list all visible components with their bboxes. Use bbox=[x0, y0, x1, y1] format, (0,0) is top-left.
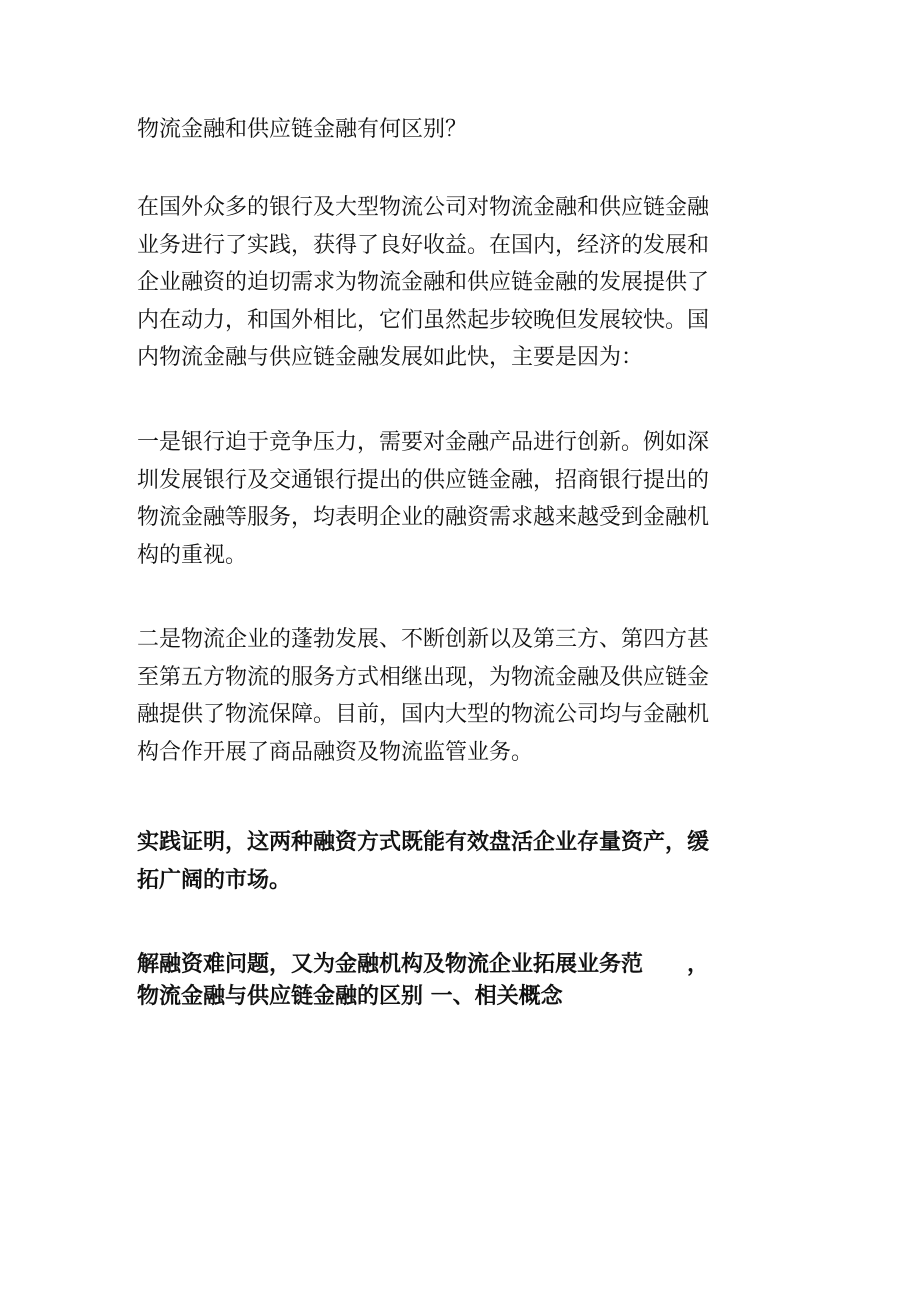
text-line: 解融资难问题，又为金融机构及物流企业拓展业务范 ， bbox=[137, 952, 710, 977]
text-line: 业务进行了实践，获得了良好收益。在国内，经济的发展和 bbox=[137, 232, 710, 258]
text-line: 二是物流企业的蓬勃发展、不断创新以及第三方、第四方甚 bbox=[137, 627, 710, 652]
document-title bbox=[137, 111, 777, 149]
text-line: 物流金融等服务，均表明企业的融资需求越来越受到金融机 bbox=[137, 505, 710, 530]
title-text: 物流金融和供应链金融有何区别？ bbox=[137, 117, 468, 142]
text-line: 融提供了物流保障。目前，国内大型的物流公司均与金融机 bbox=[137, 702, 710, 727]
paragraph-conclusion bbox=[137, 824, 777, 899]
text-line: 圳发展银行及交通银行提出的供应链金融，招商银行提出的 bbox=[137, 467, 710, 493]
text-line: 构的重视。 bbox=[137, 542, 248, 568]
text-line: 构合作开展了商品融资及物流监管业务。 bbox=[137, 739, 534, 765]
text-line: 物流金融与供应链金融的区别 一、相关概念 bbox=[137, 984, 563, 1009]
text-line: 至第五方物流的服务方式相继出现，为物流金融及供应链金 bbox=[137, 664, 710, 690]
text-line: 内物流金融与供应链金融发展如此快，主要是因为： bbox=[137, 345, 644, 370]
text-line: 内在动力，和国外相比，它们虽然起步较晚但发展较快。国 bbox=[137, 307, 710, 333]
paragraph-reason-one bbox=[137, 424, 777, 574]
paragraph-section-heading bbox=[137, 949, 777, 1013]
paragraph-intro bbox=[137, 189, 777, 377]
text-line: 一是银行迫于竞争压力，需要对金融产品进行创新。例如深 bbox=[137, 430, 710, 455]
text-line: 实践证明，这两种融资方式既能有效盘活企业存量资产，缓 bbox=[137, 830, 710, 855]
paragraph-reason-two bbox=[137, 621, 777, 771]
text-line: 在国外众多的银行及大型物流公司对物流金融和供应链金融 bbox=[137, 195, 710, 220]
text-line: 拓广阔的市场。 bbox=[137, 867, 292, 893]
text-line: 企业融资的迫切需求为物流金融和供应链金融的发展提供了 bbox=[137, 270, 710, 295]
